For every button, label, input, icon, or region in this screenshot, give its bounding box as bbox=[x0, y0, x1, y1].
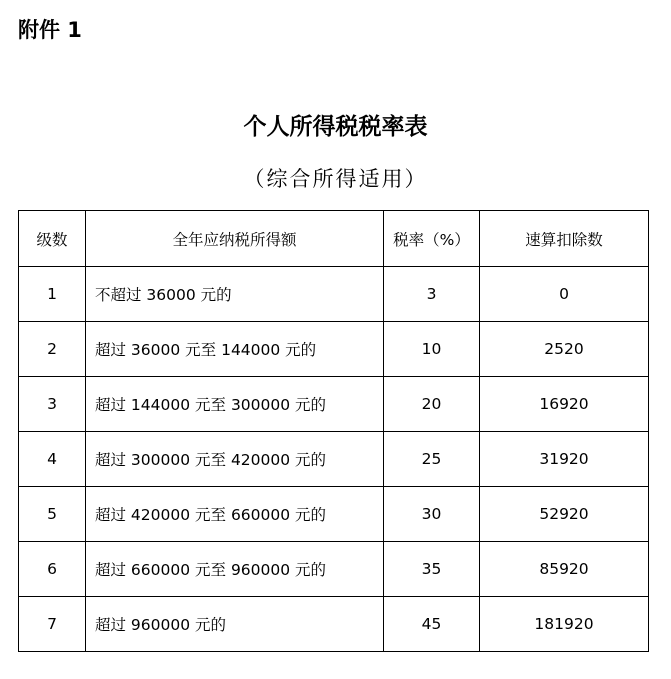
cell-income-range: 不超过 36000 元的 bbox=[86, 267, 384, 322]
cell-level: 1 bbox=[19, 267, 86, 322]
cell-quick-deduction: 85920 bbox=[480, 542, 649, 597]
table-row bbox=[19, 487, 649, 542]
cell-tax-rate: 45 bbox=[384, 597, 480, 652]
table-row bbox=[19, 597, 649, 652]
page-subtitle: （综合所得适用） bbox=[243, 167, 428, 191]
table-row bbox=[19, 267, 649, 322]
cell-tax-rate: 20 bbox=[384, 377, 480, 432]
cell-level: 3 bbox=[19, 377, 86, 432]
cell-quick-deduction: 181920 bbox=[480, 597, 649, 652]
table-header-row bbox=[19, 211, 649, 267]
cell-tax-rate: 10 bbox=[384, 322, 480, 377]
cell-level: 2 bbox=[19, 322, 86, 377]
cell-income-range: 超过 420000 元至 660000 元的 bbox=[86, 487, 384, 542]
cell-income-range: 超过 144000 元至 300000 元的 bbox=[86, 377, 384, 432]
table-row bbox=[19, 322, 649, 377]
page-title: 个人所得税税率表 bbox=[243, 113, 428, 140]
cell-income-range: 超过 300000 元至 420000 元的 bbox=[86, 432, 384, 487]
cell-level: 5 bbox=[19, 487, 86, 542]
header-level: 级数 bbox=[19, 211, 86, 267]
cell-quick-deduction: 2520 bbox=[480, 322, 649, 377]
cell-tax-rate: 3 bbox=[384, 267, 480, 322]
cell-income-range: 超过 960000 元的 bbox=[86, 597, 384, 652]
cell-level: 6 bbox=[19, 542, 86, 597]
cell-quick-deduction: 0 bbox=[480, 267, 649, 322]
header-tax-rate: 税率（%） bbox=[384, 211, 480, 267]
table-row bbox=[19, 542, 649, 597]
cell-quick-deduction: 31920 bbox=[480, 432, 649, 487]
cell-level: 7 bbox=[19, 597, 86, 652]
attachment-label: 附件 1 bbox=[18, 18, 82, 42]
cell-quick-deduction: 52920 bbox=[480, 487, 649, 542]
header-quick-deduction: 速算扣除数 bbox=[480, 211, 649, 267]
table-row bbox=[19, 377, 649, 432]
cell-income-range: 超过 660000 元至 960000 元的 bbox=[86, 542, 384, 597]
table-row bbox=[19, 432, 649, 487]
header-taxable-income: 全年应纳税所得额 bbox=[86, 211, 384, 267]
cell-quick-deduction: 16920 bbox=[480, 377, 649, 432]
cell-tax-rate: 25 bbox=[384, 432, 480, 487]
tax-rate-table bbox=[18, 210, 649, 652]
cell-level: 4 bbox=[19, 432, 86, 487]
cell-tax-rate: 35 bbox=[384, 542, 480, 597]
cell-income-range: 超过 36000 元至 144000 元的 bbox=[86, 322, 384, 377]
cell-tax-rate: 30 bbox=[384, 487, 480, 542]
